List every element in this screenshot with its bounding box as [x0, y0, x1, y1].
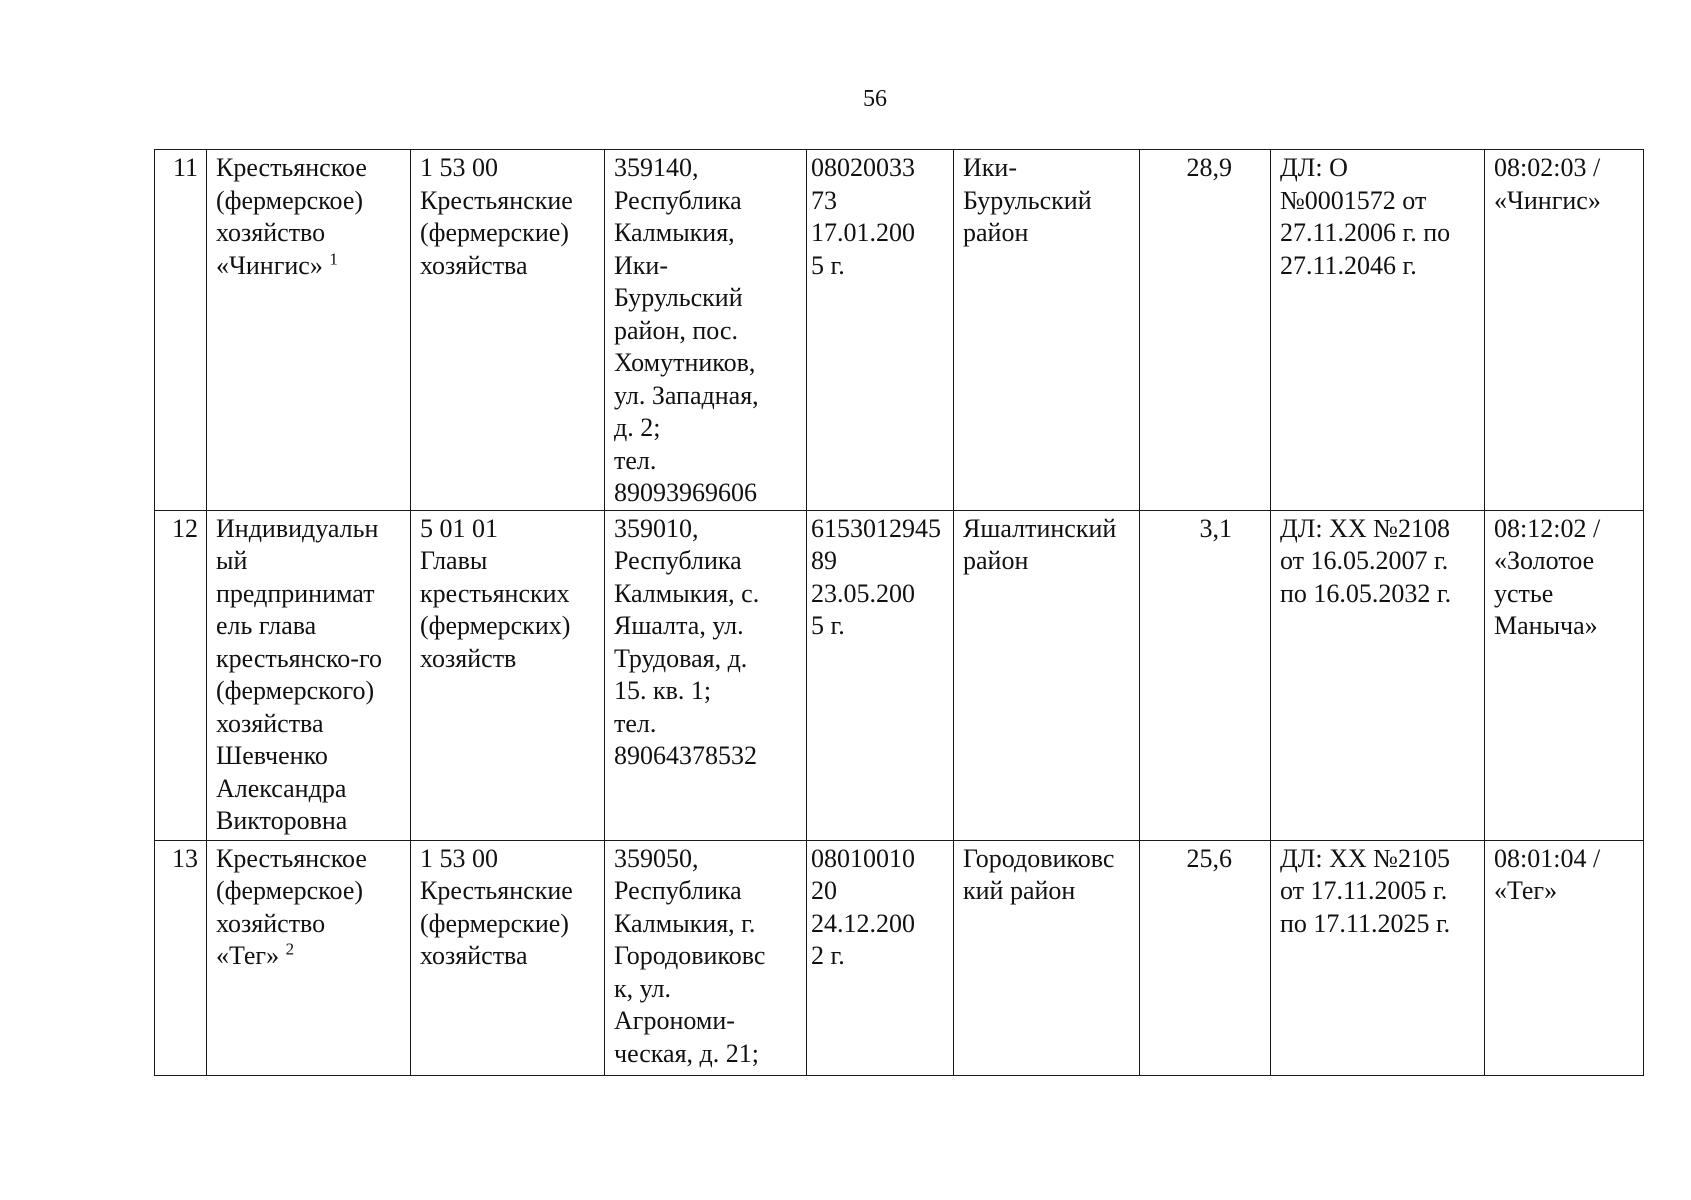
organization-name-cell — [207, 150, 411, 511]
row-number-cell — [155, 150, 207, 511]
area-cell — [1140, 840, 1271, 1075]
organization-name — [216, 843, 402, 973]
area-cell — [1140, 150, 1271, 511]
okopf-text: 5 01 01 Главы крестьянских (фермерских) хозяйств — [420, 513, 571, 673]
organization-name-cell — [207, 840, 411, 1075]
address-cell — [605, 840, 807, 1075]
license-text: ДЛ: ХХ №2108 от 16.05.2007 г. по 16.05.2032 г. — [1280, 513, 1452, 608]
inn-date-text: 6153012945 89 23.05.200 5 г. — [811, 513, 941, 640]
footnote-marker: 2 — [285, 939, 295, 959]
row-number-cell — [155, 510, 207, 840]
okopf-cell — [411, 840, 605, 1075]
row-number-cell — [155, 840, 207, 1075]
district-cell — [954, 150, 1140, 511]
license-cell — [1271, 150, 1485, 511]
hunting-ground-text: 08:01:04 / «Тег» — [1494, 843, 1601, 905]
table-row — [155, 510, 1644, 840]
hunting-ground-text: 08:02:03 / «Чингис» — [1494, 153, 1601, 215]
license-text: ДЛ: О №0001572 от 27.11.2006 г. по 27.11.2046 г. — [1280, 153, 1451, 280]
organization-name-text: Крестьянское (фермерское) хозяйство «Чингис» — [216, 153, 367, 280]
organization-name-text: Крестьянское (фермерское) хозяйство «Тег» — [216, 843, 367, 970]
hunting-ground-text: 08:12:02 / «Золотое устье Маныча» — [1494, 513, 1601, 640]
area-value: 3,1 — [1199, 513, 1232, 543]
footnote-marker: 1 — [329, 248, 338, 268]
okopf-text: 1 53 00 Крестьянские (фермерские) хозяйства — [420, 153, 573, 280]
inn-date-text: 08010010 20 24.12.200 2 г. — [811, 843, 915, 970]
page-number: 56 — [863, 86, 887, 112]
inn-date-cell — [807, 510, 954, 840]
area-value: 25,6 — [1186, 843, 1232, 873]
row-number: 11 — [172, 153, 198, 182]
license-text: ДЛ: ХХ №2105 от 17.11.2005 г. по 17.11.2025 г. — [1280, 843, 1451, 938]
hunting-ground-cell — [1485, 150, 1644, 511]
table-row — [155, 840, 1644, 1075]
license-cell — [1271, 510, 1485, 840]
row-number: 13 — [172, 843, 198, 873]
area-cell — [1140, 510, 1271, 840]
organization-name-text: Индивидуальн ый предпринимат ель глава крестьянско-го (фермерского) хозяйства Шевченко Александра Викторовна — [216, 513, 382, 835]
district-text: Яшалтинский район — [963, 513, 1117, 575]
address-cell — [605, 510, 807, 840]
address-cell — [605, 150, 807, 511]
inn-date-text: 08020033 73 17.01.200 5 г. — [811, 153, 915, 280]
address-text: 359010, Республика Калмыкия, с. Яшалта, ул. Трудовая, д. 15. кв. 1; тел. 89064378532 — [614, 513, 760, 770]
district-text: Ики- Бурульский район — [963, 153, 1092, 247]
okopf-text: 1 53 00 Крестьянские (фермерские) хозяйства — [420, 843, 573, 970]
inn-date-cell — [807, 150, 954, 511]
registry-table — [154, 149, 1644, 1076]
district-text: Городовиковс кий район — [963, 843, 1115, 905]
hunting-ground-cell — [1485, 840, 1644, 1075]
inn-date-cell — [807, 840, 954, 1075]
organization-name — [216, 152, 402, 282]
license-cell — [1271, 840, 1485, 1075]
table-row — [155, 150, 1644, 511]
address-text: 359140, Республика Калмыкия, Ики- Бурульский район, пос. Хомутников, ул. Западная, д. 2; тел. 89093969606 — [614, 153, 759, 507]
district-cell — [954, 840, 1140, 1075]
organization-name-cell — [207, 510, 411, 840]
area-value: 28,9 — [1186, 153, 1232, 182]
okopf-cell — [411, 150, 605, 511]
district-cell — [954, 510, 1140, 840]
address-text: 359050, Республика Калмыкия, г. Городовиковс к, ул. Агрономи- ческая, д. 21; — [614, 843, 766, 1068]
hunting-ground-cell — [1485, 510, 1644, 840]
okopf-cell — [411, 510, 605, 840]
row-number: 12 — [172, 513, 198, 543]
